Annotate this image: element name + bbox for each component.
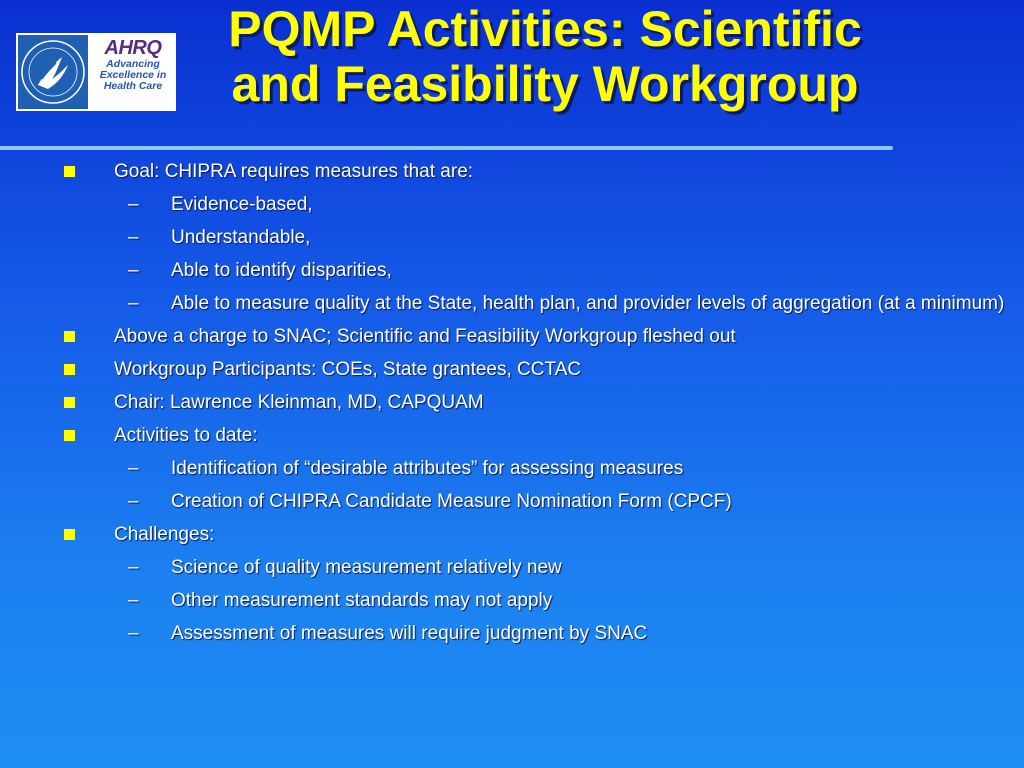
ahrq-tagline-1: Advancing <box>106 58 160 70</box>
bullet-text: Above a charge to SNAC; Scientific and Feasibility Workgroup fleshed out <box>114 326 736 347</box>
bullet-text: Activities to date: <box>114 425 258 446</box>
sub-bullet-item <box>62 457 1020 481</box>
bullet-text: Evidence-based, <box>171 194 313 215</box>
slide-title-line-1: PQMP Activities: Scientific <box>228 1 862 57</box>
title-divider <box>0 146 893 150</box>
bullet-text: Creation of CHIPRA Candidate Measure Nomination Form (CPCF) <box>171 491 732 512</box>
dash-bullet-icon: – <box>128 227 139 248</box>
square-bullet-icon <box>64 430 75 441</box>
hhs-eagle-icon <box>18 35 88 109</box>
ahrq-tagline-2: Excellence in <box>99 69 167 81</box>
bullet-text: Workgroup Participants: COEs, State grantees, CCTAC <box>114 359 582 380</box>
sub-bullet-item <box>62 556 1020 580</box>
bullet-item <box>62 391 1020 415</box>
hhs-seal-logo <box>16 33 90 111</box>
logo-block <box>16 33 176 111</box>
bullet-item <box>62 358 1020 382</box>
bullet-text: Chair: Lawrence Kleinman, MD, CAPQUAM <box>114 392 484 413</box>
ahrq-wordmark: AHRQ <box>104 37 162 59</box>
dash-bullet-icon: – <box>128 194 139 215</box>
bullet-text: Able to measure quality at the State, health plan, and provider levels of aggregation (at a minimum) <box>171 293 1005 314</box>
bullet-text: Challenges: <box>114 524 215 545</box>
sub-bullet-item <box>62 226 1020 250</box>
bullet-item <box>62 160 1020 184</box>
dash-bullet-icon: – <box>128 557 139 578</box>
square-bullet-icon <box>64 529 75 540</box>
bullet-text: Other measurement standards may not apply <box>171 590 553 611</box>
ahrq-logo <box>90 33 176 111</box>
bullet-text: Able to identify disparities, <box>171 260 392 281</box>
sub-bullet-item <box>62 490 1020 514</box>
square-bullet-icon <box>64 166 75 177</box>
bullet-item <box>62 424 1020 448</box>
bullet-item <box>62 523 1020 547</box>
bullet-text: Assessment of measures will require judgment by SNAC <box>171 623 648 644</box>
bullet-text: Identification of “desirable attributes” for assessing measures <box>171 458 684 479</box>
square-bullet-icon <box>64 364 75 375</box>
square-bullet-icon <box>64 331 75 342</box>
dash-bullet-icon: – <box>128 458 139 479</box>
dash-bullet-icon: – <box>128 491 139 512</box>
dash-bullet-icon: – <box>128 623 139 644</box>
sub-bullet-item <box>62 193 1020 217</box>
dash-bullet-icon: – <box>128 293 139 314</box>
ahrq-tagline-3: Health Care <box>103 80 163 92</box>
square-bullet-icon <box>64 397 75 408</box>
bullet-text: Science of quality measurement relatively new <box>171 557 562 578</box>
bullet-text: Understandable, <box>171 227 311 248</box>
sub-bullet-item <box>62 622 1020 646</box>
sub-bullet-item <box>62 292 1020 316</box>
bullet-item <box>62 325 1020 349</box>
bullet-list <box>62 160 1020 646</box>
sub-bullet-item <box>62 259 1020 283</box>
bullet-text: Goal: CHIPRA requires measures that are: <box>114 161 474 182</box>
sub-bullet-item <box>62 589 1020 613</box>
dash-bullet-icon: – <box>128 590 139 611</box>
dash-bullet-icon: – <box>128 260 139 281</box>
slide-title-line-2: and Feasibility Workgroup <box>231 56 859 112</box>
slide-title <box>180 2 910 112</box>
